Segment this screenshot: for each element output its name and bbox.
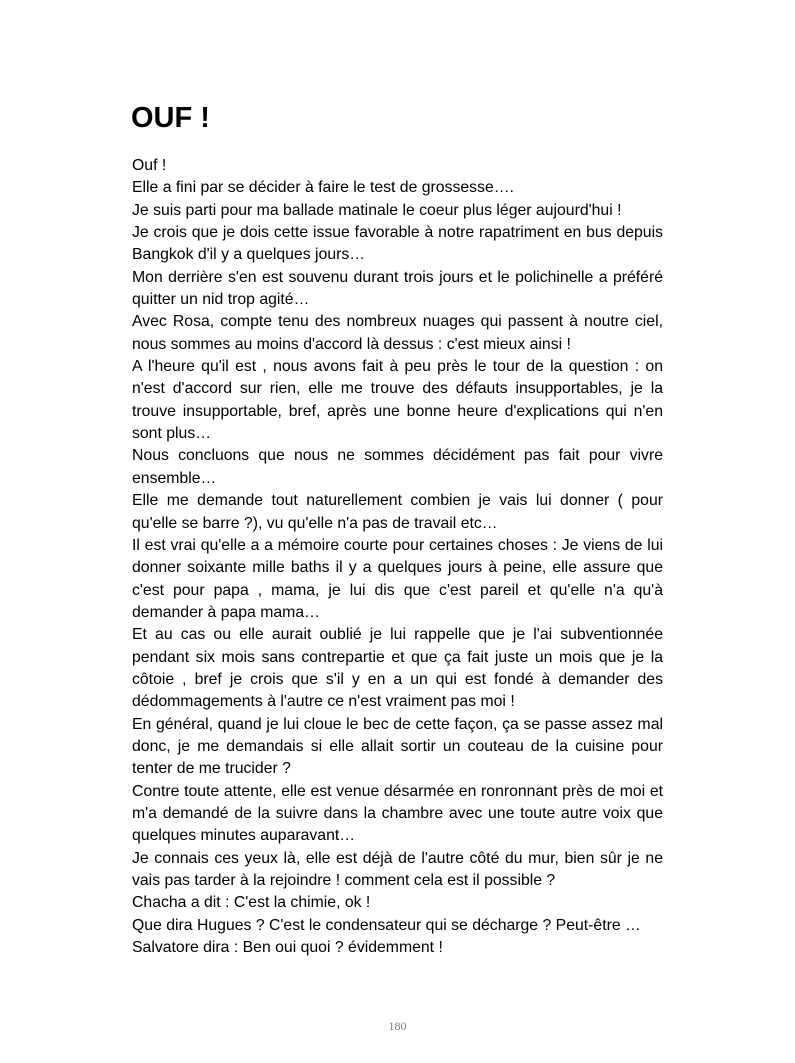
paragraph: Elle a fini par se décider à faire le test de grossesse…. (132, 179, 514, 197)
paragraph: Ouf ! (132, 157, 167, 174)
paragraph: En général, quand je lui cloue le bec de cette façon, ça se passe assez mal donc, je me demandais si elle allait sortir un couteau de la cuisine pour tenter de me trucider ? (132, 715, 663, 778)
paragraph: Nous concluons que nous ne sommes décidément pas fait pour vivre ensemble… (132, 447, 663, 487)
paragraph: Je crois que je dois cette issue favorable à notre rapatriment en bus depuis Bangkok d'il y a quelques jours… (132, 224, 663, 264)
paragraph: Salvatore dira : Ben oui quoi ? évidemment ! (132, 939, 443, 957)
paragraph: Elle me demande tout naturellement combien je vais lui donner ( pour qu'elle se barre ?), vu qu'elle n'a pas de travail etc… (132, 492, 663, 532)
paragraph: Chacha a dit : C'est la chimie, ok ! (132, 894, 371, 912)
paragraph: Que dira Hugues ? C'est le condensateur qui se décharge ? Peut-être … (132, 916, 641, 934)
paragraph: Je connais ces yeux là, elle est déjà de l'autre côté du mur, bien sûr je ne vais pas tarder à la rejoindre ! comment cela est il possible ? (132, 849, 663, 889)
paragraph: Et au cas ou elle aurait oublié je lui rappelle que je l'ai subventionnée pendant six mois sans contrepartie et que ça fait juste un mois que je la côtoie , bref je crois que s'il y en a un qui est fondé à demander des dédommagements à l'autre ce n'est vraiment pas moi ! (132, 626, 663, 711)
paragraph: Avec Rosa, compte tenu des nombreux nuages qui passent à noutre ciel, nous sommes au moins d'accord là dessus : c'est mieux ainsi ! (132, 313, 663, 353)
paragraph: Mon derrière s'en est souvenu durant trois jours et le polichinelle a préféré quitter un nid trop agité… (132, 268, 663, 309)
chapter-title: OUF ! (131, 102, 210, 134)
paragraph: A l'heure qu'il est , nous avons fait à peu près le tour de la question : on n'est d'accord sur rien, elle me trouve des défauts insupportables, je la trouve insupportable, bref, après une bonne heure d'explications qui n'en sont plus… (132, 358, 663, 443)
paragraph: Je suis parti pour ma ballade matinale le coeur plus léger aujourd'hui ! (132, 201, 622, 219)
paragraph: Il est vrai qu'elle a a mémoire courte pour certaines choses : Je viens de lui donner soixante mille baths il y a quelques jours à peine, elle assure que c'est pour papa , mama, je lui dis que c'est pareil et qu'elle n'a qu'à demander à papa mama… (132, 536, 663, 621)
page-number: 180 (388, 1019, 407, 1033)
paragraph: Contre toute attente, elle est venue désarmée en ronronnant près de moi et m'a demandé de la suivre dans la chambre avec une toute autre voix que quelques minutes auparavant… (132, 782, 663, 845)
chapter-body (132, 155, 663, 959)
